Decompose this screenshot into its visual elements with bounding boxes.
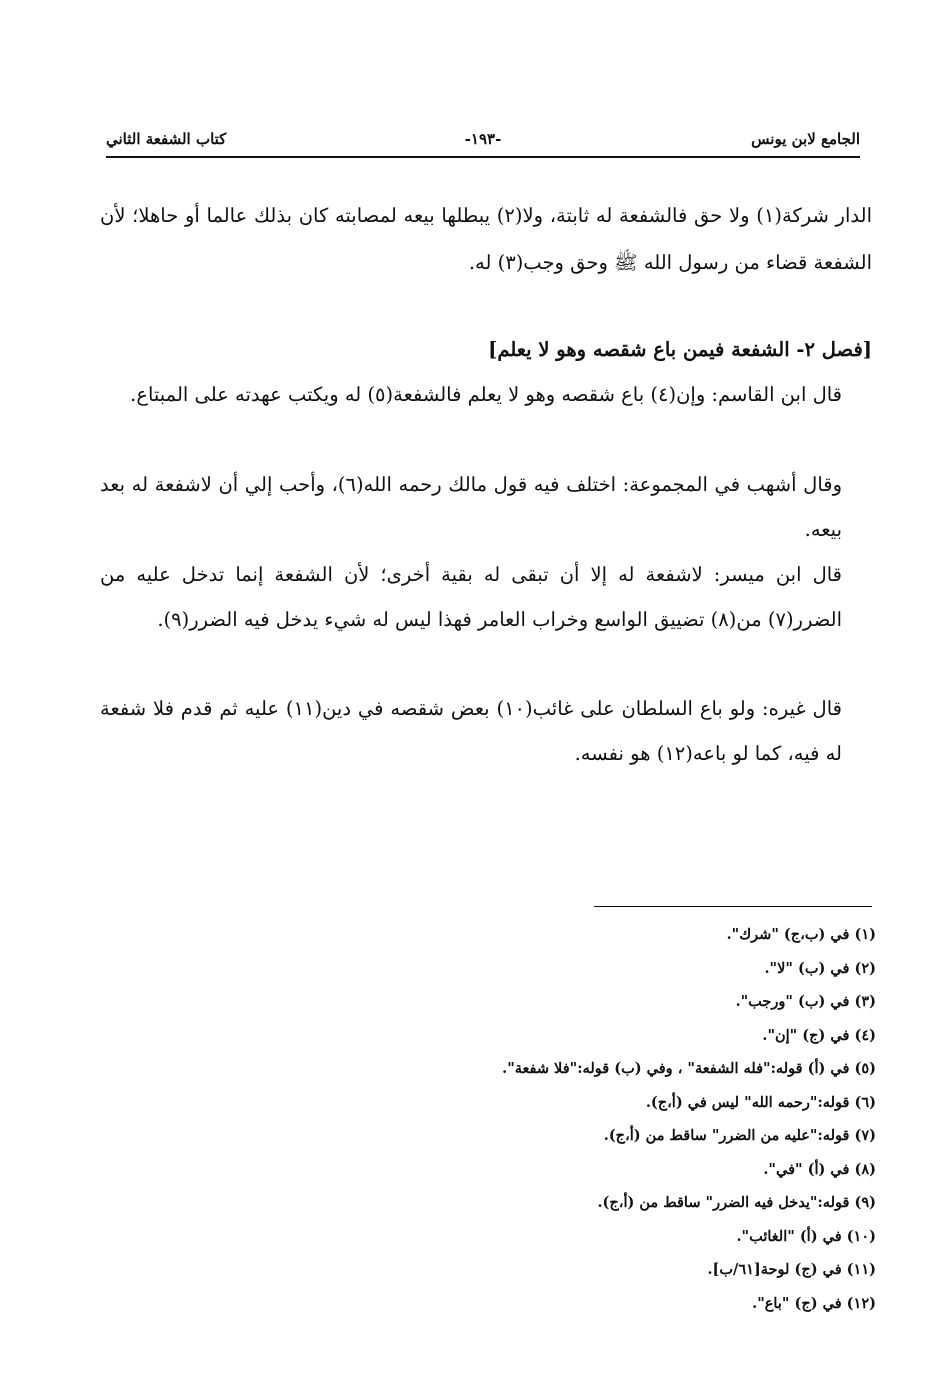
header-page-number: -١٩٣-: [464, 130, 502, 148]
header-divider: [106, 156, 860, 158]
page-header: [106, 128, 860, 154]
paragraph-3: [100, 462, 872, 552]
footnote-item: (١) في (ب،ج) "شرك".: [726, 926, 876, 943]
footnote-item: (٤) في (ج) "إن".: [762, 1026, 876, 1044]
footnote-divider: [594, 906, 872, 907]
paragraph-text: الدار شركة(١) ولا حق فالشفعة له ثابتة، ولا(٢) يبطلها بيعه لمصابته كان بذلك عالما أو حاهلا؛ لأن الشفعة قضاء من رسول الله ﷺ وحق وجب(٣) له.: [100, 204, 872, 274]
footnote-item: (٥) في (أ) قوله:"فله الشفعة" ، وفي (ب) قوله:"فلا شفعة".: [502, 1060, 876, 1077]
section-heading-text: [فصل ٢- الشفعة فيمن باع شقصه وهو لا يعلم]: [488, 338, 872, 361]
paragraph-text: قال غيره: ولو باع السلطان على غائب(١٠) بعض شقصه في دين(١١) عليه ثم قدم فلا شفعة له فيه، كما لو باعه(١٢) هو نفسه.: [100, 697, 842, 765]
paragraph-1: [100, 192, 872, 286]
footnote-item: (١٠) في (أ) "الغائب".: [736, 1227, 876, 1245]
paragraph-2: [100, 372, 872, 417]
paragraph-text: قال ابن القاسم: وإن(٤) باع شقصه وهو لا يعلم فالشفعة(٥) له ويكتب عهدته على المبتاع.: [130, 383, 842, 406]
footnote-item: (٣) في (ب) "ورجب".: [735, 993, 876, 1010]
paragraph-4: [100, 552, 872, 642]
footnote-item: (٩) قوله:"يدخل فيه الضرر" ساقط من (أ،ج).: [597, 1194, 876, 1211]
section-heading: [100, 330, 872, 370]
footnote-list: [376, 918, 876, 1320]
header-book-title: الجامع لابن يونس: [751, 130, 860, 148]
footnote-item: (٢) في (ب) "لا".: [764, 959, 876, 977]
paragraph-5: [100, 686, 872, 776]
footnote-item: (٦) قوله:"رحمه الله" ليس في (أ،ج).: [645, 1093, 876, 1111]
footnote-item: (٧) قوله:"عليه من الضرر" ساقط من (أ،ج).: [603, 1127, 876, 1144]
footnote-item: (١٢) في (ج) "باع".: [752, 1294, 876, 1312]
paragraph-text: وقال أشهب في المجموعة: اختلف فيه قول مالك رحمه الله(٦)، وأحب إلي أن لاشفعة له بعد بيعه.: [100, 473, 842, 541]
paragraph-text: قال ابن ميسر: لاشفعة له إلا أن تبقى له بقية أخرى؛ لأن الشفعة إنما تدخل عليه من الضرر(٧) من(٨) تضييق الواسع وخراب العامر فهذا ليس له شيء يدخل فيه الضرر(٩).: [100, 563, 842, 631]
header-chapter-title: كتاب الشفعة الثاني: [106, 130, 227, 148]
footnote-item: (٨) في (أ) "في".: [763, 1160, 876, 1178]
footnote-item: (١١) في (ج) لوحة[٦١/ب].: [707, 1261, 876, 1278]
